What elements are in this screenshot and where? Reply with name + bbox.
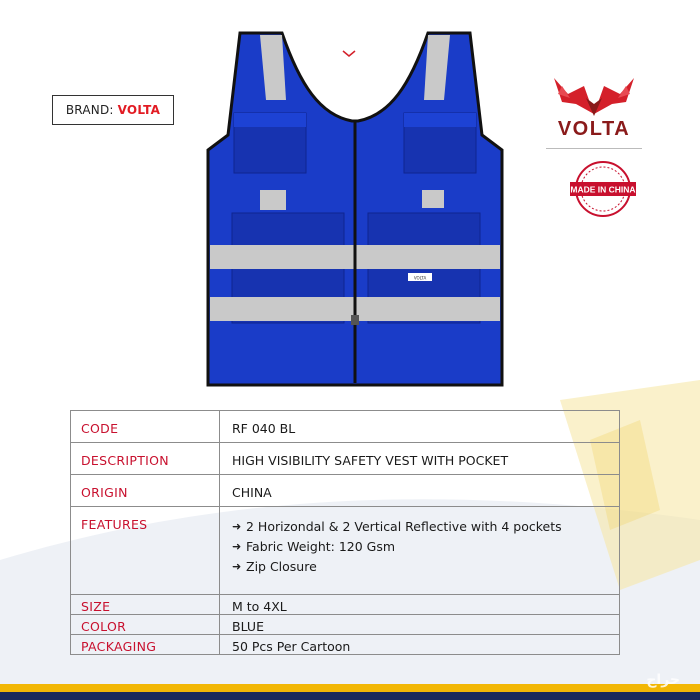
arrow-right-icon: ➜	[232, 519, 242, 533]
feature-text: 2 Horizondal & 2 Vertical Reflective with 4 pockets	[246, 518, 562, 534]
arrow-right-icon: ➜	[232, 559, 242, 573]
logo-divider	[546, 148, 642, 149]
brand-name: VOLTA	[117, 103, 161, 117]
spec-value: BLUE	[220, 615, 620, 635]
spec-value: 50 Pcs Per Cartoon	[220, 635, 620, 655]
feature-item	[232, 535, 619, 557]
arrow-right-icon: ➜	[232, 539, 242, 553]
bottom-accent-bar	[0, 684, 700, 692]
logo-text: VOLTA	[557, 118, 631, 140]
feature-list	[232, 515, 619, 577]
badge-text: MADE IN CHINA	[570, 184, 636, 195]
spec-key: FEATURES	[71, 507, 220, 595]
spec-key: CODE	[71, 411, 220, 443]
spec-key: SIZE	[71, 595, 220, 615]
safety-vest-image	[190, 25, 520, 395]
spec-table	[70, 410, 620, 655]
spec-value	[220, 507, 620, 595]
spec-value: CHINA	[220, 475, 620, 507]
spec-key: DESCRIPTION	[71, 443, 220, 475]
spec-value: M to 4XL	[220, 595, 620, 615]
spec-key: PACKAGING	[71, 635, 220, 655]
spec-row-features	[71, 507, 620, 595]
spec-row-description	[71, 443, 620, 475]
spec-value: RF 040 BL	[220, 411, 620, 443]
bottom-navy-bar	[0, 692, 700, 700]
spec-key: COLOR	[71, 615, 220, 635]
brand-prefix: BRAND:	[65, 103, 114, 117]
feature-item	[232, 515, 619, 537]
spec-row-origin	[71, 475, 620, 507]
spec-key: ORIGIN	[71, 475, 220, 507]
spec-value: HIGH VISIBILITY SAFETY VEST WITH POCKET	[220, 443, 620, 475]
feature-text: Zip Closure	[246, 558, 317, 574]
made-in-china-badge	[568, 158, 638, 220]
feature-text: Fabric Weight: 120 Gsm	[246, 538, 396, 554]
spec-row-packaging	[71, 635, 620, 655]
spec-row-color	[71, 615, 620, 635]
vest-label: VOLTA	[413, 275, 427, 281]
feature-item	[232, 555, 619, 577]
brand-label	[52, 95, 174, 125]
spec-row-code	[71, 411, 620, 443]
watermark: حراج	[646, 672, 680, 688]
spec-row-size	[71, 595, 620, 615]
